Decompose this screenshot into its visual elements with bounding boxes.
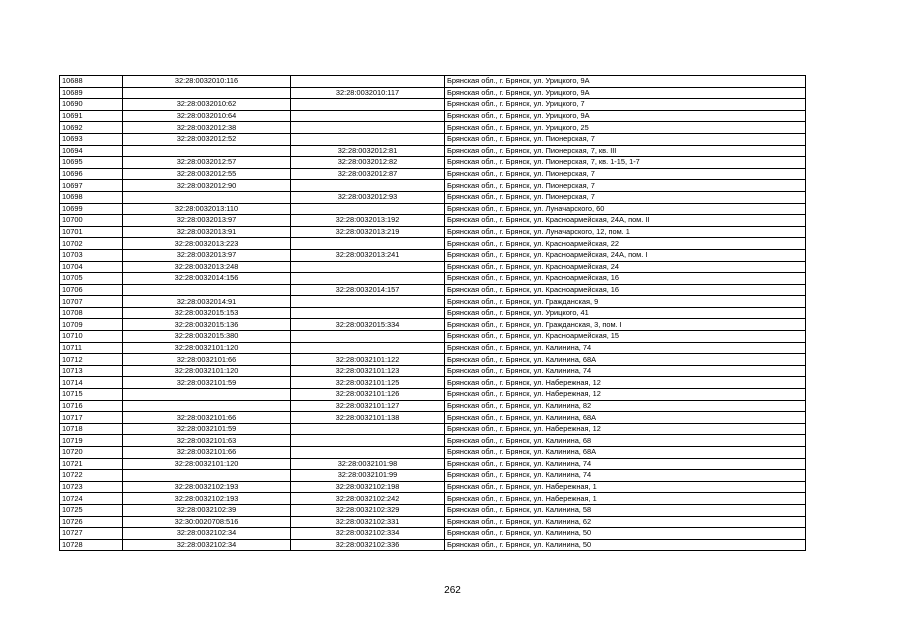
table-row	[60, 168, 806, 180]
land-cadastral-number-cell	[123, 145, 291, 157]
row-number-cell: 10714	[60, 377, 123, 389]
table-row	[60, 331, 806, 343]
address-cell: Брянская обл., г. Брянск, ул. Калинина, 68	[445, 435, 806, 447]
row-number-cell: 10706	[60, 284, 123, 296]
building-cadastral-number-cell	[291, 238, 445, 250]
row-number-cell: 10695	[60, 157, 123, 169]
address-cell: Брянская обл., г. Брянск, ул. Пионерская, 7	[445, 133, 806, 145]
land-cadastral-number-cell: 32:28:0032101:66	[123, 412, 291, 424]
land-cadastral-number-cell: 32:28:0032101:63	[123, 435, 291, 447]
table-row	[60, 203, 806, 215]
row-number-cell: 10705	[60, 273, 123, 285]
table-row	[60, 122, 806, 134]
address-cell: Брянская обл., г. Брянск, ул. Набережная, 12	[445, 377, 806, 389]
row-number-cell: 10699	[60, 203, 123, 215]
building-cadastral-number-cell	[291, 435, 445, 447]
row-number-cell: 10698	[60, 191, 123, 203]
land-cadastral-number-cell	[123, 389, 291, 401]
land-cadastral-number-cell: 32:28:0032013:91	[123, 226, 291, 238]
land-cadastral-number-cell: 32:28:0032101:66	[123, 447, 291, 459]
address-cell: Брянская обл., г. Брянск, ул. Урицкого, 41	[445, 307, 806, 319]
building-cadastral-number-cell: 32:28:0032102:336	[291, 539, 445, 551]
table-row	[60, 249, 806, 261]
address-cell: Брянская обл., г. Брянск, ул. Гражданская, 9	[445, 296, 806, 308]
building-cadastral-number-cell	[291, 273, 445, 285]
address-cell: Брянская обл., г. Брянск, ул. Пионерская, 7	[445, 180, 806, 192]
land-cadastral-number-cell: 32:28:0032015:136	[123, 319, 291, 331]
building-cadastral-number-cell: 32:28:0032013:192	[291, 215, 445, 227]
building-cadastral-number-cell: 32:28:0032102:198	[291, 481, 445, 493]
building-cadastral-number-cell: 32:28:0032101:138	[291, 412, 445, 424]
address-cell: Брянская обл., г. Брянск, ул. Красноармейская, 24А, пом. II	[445, 215, 806, 227]
address-cell: Брянская обл., г. Брянск, ул. Калинина, 74	[445, 470, 806, 482]
building-cadastral-number-cell: 32:28:0032101:122	[291, 354, 445, 366]
building-cadastral-number-cell: 32:28:0032101:127	[291, 400, 445, 412]
address-cell: Брянская обл., г. Брянск, ул. Калинина, 68А	[445, 354, 806, 366]
address-cell: Брянская обл., г. Брянск, ул. Красноармейская, 24А, пом. I	[445, 249, 806, 261]
address-cell: Брянская обл., г. Брянск, ул. Урицкого, 9А	[445, 87, 806, 99]
land-cadastral-number-cell: 32:28:0032101:66	[123, 354, 291, 366]
land-cadastral-number-cell: 32:28:0032015:380	[123, 331, 291, 343]
table-row	[60, 76, 806, 88]
address-cell: Брянская обл., г. Брянск, ул. Набережная, 1	[445, 481, 806, 493]
address-cell: Брянская обл., г. Брянск, ул. Набережная, 12	[445, 423, 806, 435]
land-cadastral-number-cell: 32:28:0032012:57	[123, 157, 291, 169]
table-row	[60, 528, 806, 540]
address-cell: Брянская обл., г. Брянск, ул. Красноармейская, 15	[445, 331, 806, 343]
table-row	[60, 110, 806, 122]
row-number-cell: 10701	[60, 226, 123, 238]
land-cadastral-number-cell: 32:28:0032010:62	[123, 99, 291, 111]
table-row	[60, 145, 806, 157]
row-number-cell: 10727	[60, 528, 123, 540]
building-cadastral-number-cell: 32:28:0032102:329	[291, 504, 445, 516]
address-cell: Брянская обл., г. Брянск, ул. Луначарского, 60	[445, 203, 806, 215]
address-cell: Брянская обл., г. Брянск, ул. Красноармейская, 24	[445, 261, 806, 273]
address-cell: Брянская обл., г. Брянск, ул. Урицкого, 9А	[445, 110, 806, 122]
building-cadastral-number-cell	[291, 180, 445, 192]
row-number-cell: 10726	[60, 516, 123, 528]
address-cell: Брянская обл., г. Брянск, ул. Калинина, 74	[445, 342, 806, 354]
table-row	[60, 133, 806, 145]
building-cadastral-number-cell: 32:28:0032012:93	[291, 191, 445, 203]
land-cadastral-number-cell: 32:28:0032102:34	[123, 539, 291, 551]
address-cell: Брянская обл., г. Брянск, ул. Калинина, 50	[445, 539, 806, 551]
address-cell: Брянская обл., г. Брянск, ул. Урицкого, 9А	[445, 76, 806, 88]
table-row	[60, 447, 806, 459]
building-cadastral-number-cell: 32:28:0032012:81	[291, 145, 445, 157]
table-row	[60, 470, 806, 482]
land-cadastral-number-cell: 32:28:0032010:64	[123, 110, 291, 122]
row-number-cell: 10711	[60, 342, 123, 354]
table-row	[60, 180, 806, 192]
row-number-cell: 10697	[60, 180, 123, 192]
building-cadastral-number-cell: 32:28:0032012:82	[291, 157, 445, 169]
land-cadastral-number-cell	[123, 191, 291, 203]
building-cadastral-number-cell: 32:28:0032102:331	[291, 516, 445, 528]
table-row	[60, 400, 806, 412]
land-cadastral-number-cell: 32:28:0032010:116	[123, 76, 291, 88]
building-cadastral-number-cell: 32:28:0032102:242	[291, 493, 445, 505]
table-row	[60, 99, 806, 111]
land-cadastral-number-cell: 32:28:0032012:38	[123, 122, 291, 134]
land-cadastral-number-cell: 32:28:0032012:90	[123, 180, 291, 192]
table-row	[60, 342, 806, 354]
row-number-cell: 10691	[60, 110, 123, 122]
row-number-cell: 10693	[60, 133, 123, 145]
land-cadastral-number-cell: 32:28:0032013:97	[123, 249, 291, 261]
row-number-cell: 10708	[60, 307, 123, 319]
table-row	[60, 226, 806, 238]
row-number-cell: 10717	[60, 412, 123, 424]
registry-table-body	[60, 76, 806, 551]
land-cadastral-number-cell: 32:28:0032101:120	[123, 458, 291, 470]
table-row	[60, 215, 806, 227]
address-cell: Брянская обл., г. Брянск, ул. Калинина, 58	[445, 504, 806, 516]
row-number-cell: 10709	[60, 319, 123, 331]
address-cell: Брянская обл., г. Брянск, ул. Пионерская, 7, кв. III	[445, 145, 806, 157]
table-row	[60, 307, 806, 319]
land-cadastral-number-cell: 32:30:0020708:516	[123, 516, 291, 528]
row-number-cell: 10720	[60, 447, 123, 459]
land-cadastral-number-cell: 32:28:0032012:52	[123, 133, 291, 145]
building-cadastral-number-cell: 32:28:0032013:241	[291, 249, 445, 261]
land-cadastral-number-cell: 32:28:0032013:97	[123, 215, 291, 227]
table-row	[60, 516, 806, 528]
building-cadastral-number-cell: 32:28:0032014:157	[291, 284, 445, 296]
address-cell: Брянская обл., г. Брянск, ул. Калинина, 68А	[445, 412, 806, 424]
building-cadastral-number-cell	[291, 423, 445, 435]
address-cell: Брянская обл., г. Брянск, ул. Калинина, 74	[445, 365, 806, 377]
row-number-cell: 10716	[60, 400, 123, 412]
land-cadastral-number-cell: 32:28:0032015:153	[123, 307, 291, 319]
table-row	[60, 354, 806, 366]
row-number-cell: 10688	[60, 76, 123, 88]
table-row	[60, 157, 806, 169]
table-row	[60, 481, 806, 493]
land-cadastral-number-cell: 32:28:0032101:120	[123, 342, 291, 354]
row-number-cell: 10702	[60, 238, 123, 250]
building-cadastral-number-cell	[291, 307, 445, 319]
land-cadastral-number-cell: 32:28:0032102:39	[123, 504, 291, 516]
building-cadastral-number-cell	[291, 76, 445, 88]
building-cadastral-number-cell	[291, 331, 445, 343]
address-cell: Брянская обл., г. Брянск, ул. Калинина, 50	[445, 528, 806, 540]
building-cadastral-number-cell	[291, 342, 445, 354]
address-cell: Брянская обл., г. Брянск, ул. Красноармейская, 16	[445, 284, 806, 296]
address-cell: Брянская обл., г. Брянск, ул. Пионерская, 7	[445, 168, 806, 180]
row-number-cell: 10722	[60, 470, 123, 482]
row-number-cell: 10715	[60, 389, 123, 401]
table-row	[60, 435, 806, 447]
land-cadastral-number-cell: 32:28:0032102:193	[123, 481, 291, 493]
building-cadastral-number-cell: 32:28:0032102:334	[291, 528, 445, 540]
table-row	[60, 319, 806, 331]
table-row	[60, 87, 806, 99]
row-number-cell: 10700	[60, 215, 123, 227]
land-cadastral-number-cell: 32:28:0032014:91	[123, 296, 291, 308]
row-number-cell: 10721	[60, 458, 123, 470]
address-cell: Брянская обл., г. Брянск, ул. Набережная, 1	[445, 493, 806, 505]
building-cadastral-number-cell	[291, 122, 445, 134]
building-cadastral-number-cell	[291, 99, 445, 111]
address-cell: Брянская обл., г. Брянск, ул. Калинина, 82	[445, 400, 806, 412]
address-cell: Брянская обл., г. Брянск, ул. Красноармейская, 22	[445, 238, 806, 250]
building-cadastral-number-cell	[291, 133, 445, 145]
building-cadastral-number-cell: 32:28:0032101:126	[291, 389, 445, 401]
address-cell: Брянская обл., г. Брянск, ул. Пионерская, 7	[445, 191, 806, 203]
building-cadastral-number-cell: 32:28:0032101:125	[291, 377, 445, 389]
row-number-cell: 10692	[60, 122, 123, 134]
land-cadastral-number-cell: 32:28:0032013:223	[123, 238, 291, 250]
table-row	[60, 539, 806, 551]
building-cadastral-number-cell	[291, 110, 445, 122]
table-row	[60, 191, 806, 203]
land-cadastral-number-cell	[123, 400, 291, 412]
address-cell: Брянская обл., г. Брянск, ул. Набережная, 12	[445, 389, 806, 401]
row-number-cell: 10707	[60, 296, 123, 308]
row-number-cell: 10713	[60, 365, 123, 377]
row-number-cell: 10704	[60, 261, 123, 273]
table-row	[60, 423, 806, 435]
row-number-cell: 10719	[60, 435, 123, 447]
address-cell: Брянская обл., г. Брянск, ул. Калинина, 62	[445, 516, 806, 528]
land-cadastral-number-cell: 32:28:0032012:55	[123, 168, 291, 180]
building-cadastral-number-cell: 32:28:0032101:99	[291, 470, 445, 482]
table-row	[60, 389, 806, 401]
building-cadastral-number-cell	[291, 261, 445, 273]
address-cell: Брянская обл., г. Брянск, ул. Пионерская, 7, кв. 1-15, 1-7	[445, 157, 806, 169]
row-number-cell: 10724	[60, 493, 123, 505]
land-cadastral-number-cell	[123, 284, 291, 296]
row-number-cell: 10712	[60, 354, 123, 366]
building-cadastral-number-cell: 32:28:0032101:98	[291, 458, 445, 470]
row-number-cell: 10694	[60, 145, 123, 157]
building-cadastral-number-cell	[291, 447, 445, 459]
registry-table	[59, 75, 806, 551]
land-cadastral-number-cell: 32:28:0032101:59	[123, 377, 291, 389]
land-cadastral-number-cell: 32:28:0032013:110	[123, 203, 291, 215]
land-cadastral-number-cell: 32:28:0032102:193	[123, 493, 291, 505]
row-number-cell: 10696	[60, 168, 123, 180]
table-row	[60, 458, 806, 470]
row-number-cell: 10690	[60, 99, 123, 111]
address-cell: Брянская обл., г. Брянск, ул. Гражданская, 3, пом. I	[445, 319, 806, 331]
address-cell: Брянская обл., г. Брянск, ул. Калинина, 68А	[445, 447, 806, 459]
address-cell: Брянская обл., г. Брянск, ул. Луначарского, 12, пом. 1	[445, 226, 806, 238]
table-row	[60, 493, 806, 505]
table-row	[60, 377, 806, 389]
building-cadastral-number-cell: 32:28:0032012:87	[291, 168, 445, 180]
building-cadastral-number-cell: 32:28:0032010:117	[291, 87, 445, 99]
building-cadastral-number-cell	[291, 203, 445, 215]
table-row	[60, 504, 806, 516]
building-cadastral-number-cell: 32:28:0032013:219	[291, 226, 445, 238]
land-cadastral-number-cell	[123, 87, 291, 99]
row-number-cell: 10728	[60, 539, 123, 551]
table-row	[60, 365, 806, 377]
land-cadastral-number-cell	[123, 470, 291, 482]
row-number-cell: 10725	[60, 504, 123, 516]
table-row	[60, 412, 806, 424]
land-cadastral-number-cell: 32:28:0032101:59	[123, 423, 291, 435]
land-cadastral-number-cell: 32:28:0032102:34	[123, 528, 291, 540]
land-cadastral-number-cell: 32:28:0032013:248	[123, 261, 291, 273]
address-cell: Брянская обл., г. Брянск, ул. Калинина, 74	[445, 458, 806, 470]
building-cadastral-number-cell: 32:28:0032101:123	[291, 365, 445, 377]
row-number-cell: 10718	[60, 423, 123, 435]
table-row	[60, 273, 806, 285]
address-cell: Брянская обл., г. Брянск, ул. Красноармейская, 16	[445, 273, 806, 285]
address-cell: Брянская обл., г. Брянск, ул. Урицкого, 25	[445, 122, 806, 134]
land-cadastral-number-cell: 32:28:0032101:120	[123, 365, 291, 377]
row-number-cell: 10723	[60, 481, 123, 493]
address-cell: Брянская обл., г. Брянск, ул. Урицкого, 7	[445, 99, 806, 111]
land-cadastral-number-cell: 32:28:0032014:156	[123, 273, 291, 285]
page-number: 262	[444, 585, 461, 596]
building-cadastral-number-cell	[291, 296, 445, 308]
table-row	[60, 284, 806, 296]
row-number-cell: 10703	[60, 249, 123, 261]
row-number-cell: 10710	[60, 331, 123, 343]
table-row	[60, 296, 806, 308]
row-number-cell: 10689	[60, 87, 123, 99]
building-cadastral-number-cell: 32:28:0032015:334	[291, 319, 445, 331]
table-row	[60, 261, 806, 273]
table-row	[60, 238, 806, 250]
